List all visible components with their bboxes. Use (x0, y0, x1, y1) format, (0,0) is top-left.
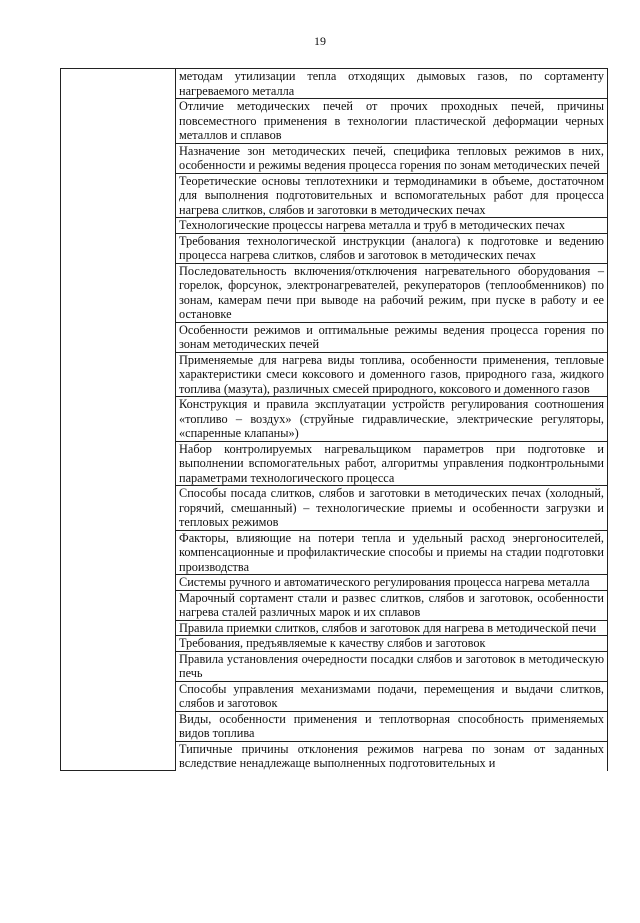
table-cell (176, 530, 608, 575)
table-cell (176, 681, 608, 711)
table-cell (176, 575, 608, 591)
row-text: Правила установления очередности посадки слябов и заготовок в методическую печь (179, 651, 604, 680)
table-row (61, 69, 608, 99)
row-text: Назначение зон методических печей, специфика тепловых режимов в них, особенности и режимы ведения процесса горения по зонам методических печей (179, 143, 604, 172)
table-cell (176, 741, 608, 771)
table-cell (176, 397, 608, 442)
row-text: Отличие методических печей от прочих проходных печей, причины повсеместного применения в технологии пластической деформации черных металлов и сплавов (179, 99, 604, 142)
table-cell (176, 651, 608, 681)
table-cell (176, 173, 608, 218)
table-cell (176, 486, 608, 531)
row-text: Способы посада слитков, слябов и заготовки в методических печах (холодный, горячий, смешанный) – технологические приемы и особенности загрузки и тепловых режимов (179, 486, 604, 529)
table-cell (176, 590, 608, 620)
row-text: методам утилизации тепла отходящих дымовых газов, по сортаменту нагреваемого металла (179, 69, 604, 98)
row-text: Способы управления механизмами подачи, перемещения и выдачи слитков, слябов и заготовок (179, 681, 604, 710)
row-text: Требования, предъявляемые к качеству слябов и заготовок (179, 636, 486, 650)
table-cell (176, 69, 608, 99)
row-text: Виды, особенности применения и теплотворная способность применяемых видов топлива (179, 711, 604, 740)
table-cell (176, 711, 608, 741)
table-cell (176, 352, 608, 397)
row-text: Теоретические основы теплотехники и термодинамики в объеме, достаточном для выполнения подготовительных и вспомогательных работ для процесса нагрева слитков, слябов и заготовки в методических печах (179, 173, 604, 217)
requirements-table (60, 68, 608, 771)
row-text: Системы ручного и автоматического регулирования процесса нагрева металла (179, 575, 590, 589)
table-cell (176, 263, 608, 322)
row-text: Технологические процессы нагрева металла и труб в методических печах (179, 218, 566, 232)
row-text: Особенности режимов и оптимальные режимы ведения процесса горения по зонам методических печей (179, 322, 604, 351)
label-column-cell (61, 69, 176, 771)
row-text: Требования технологической инструкции (аналога) к подготовке и ведению процесса нагрева слитков, слябов и заготовок в методических печах (179, 233, 604, 262)
row-text: Последовательность включения/отключения нагревательного оборудования – горелок, форсунок, электронагревателей, рекуператоров (теплообменников) по зонам, камерам печи при выводе на рабочий режим, при пуске в работу и ее остановке (179, 263, 604, 321)
row-text: Правила приемки слитков, слябов и заготовок для нагрева в методической печи (179, 620, 597, 635)
row-text: Марочный сортамент стали и развес слитков, слябов и заготовок, особенности нагрева сталей различных марок и их сплавов (179, 590, 604, 619)
table-cell (176, 441, 608, 486)
page-number: 19 (314, 34, 326, 48)
row-text: Факторы, влияющие на потери тепла и удельный расход энергоносителей, компенсационные и профилактические способы и приемы на стадии подготовки производства (179, 530, 604, 574)
table-cell (176, 620, 608, 636)
table-cell (176, 99, 608, 144)
table-cell (176, 143, 608, 173)
table-cell (176, 322, 608, 352)
table-cell (176, 218, 608, 234)
table-cell (176, 233, 608, 263)
row-text: Типичные причины отклонения режимов нагрева по зонам от заданных вследствие ненадлежаще выполненных подготовительных и (179, 741, 604, 770)
row-text: Набор контролируемых нагревальщиком параметров при подготовке и выполнении вспомогательных работ, алгоритмы управления подконтрольными параметрами технологического процесса (179, 441, 604, 485)
row-text: Применяемые для нагрева виды топлива, особенности применения, тепловые характеристики смеси коксового и доменного газов, природного газа, жидкого топлива (мазута), различных смесей природного, коксового и доменного газов (179, 352, 604, 396)
table-cell (176, 636, 608, 652)
row-text: Конструкция и правила эксплуатации устройств регулирования соотношения «топливо – воздух» (струйные гидравлические, электрические регуляторы, «спаренные клапаны») (179, 397, 604, 440)
